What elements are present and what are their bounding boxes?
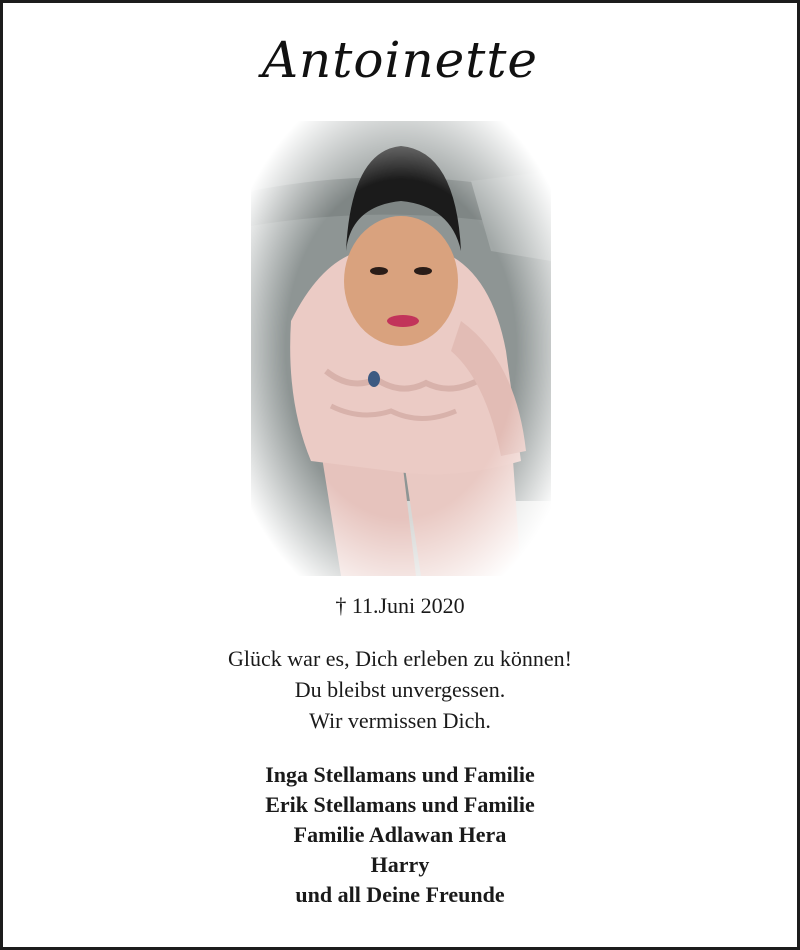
mourner: Harry <box>370 852 430 877</box>
portrait-photo <box>251 121 551 576</box>
mourner: Familie Adlawan Hera <box>293 822 507 847</box>
mourners-list <box>3 760 797 910</box>
death-date: † 11.Juni 2020 <box>335 593 465 618</box>
memorial-verse <box>3 643 797 736</box>
deceased-name: Antoinette <box>261 31 539 89</box>
verse-line: Glück war es, Dich erleben zu können! <box>228 646 572 671</box>
mourner: und all Deine Freunde <box>295 882 505 907</box>
mourner: Erik Stellamans und Familie <box>265 792 535 817</box>
verse-line: Wir vermissen Dich. <box>309 708 491 733</box>
verse-line: Du bleibst unvergessen. <box>294 677 506 702</box>
mourner: Inga Stellamans und Familie <box>265 762 535 787</box>
portrait-illustration <box>251 121 551 576</box>
